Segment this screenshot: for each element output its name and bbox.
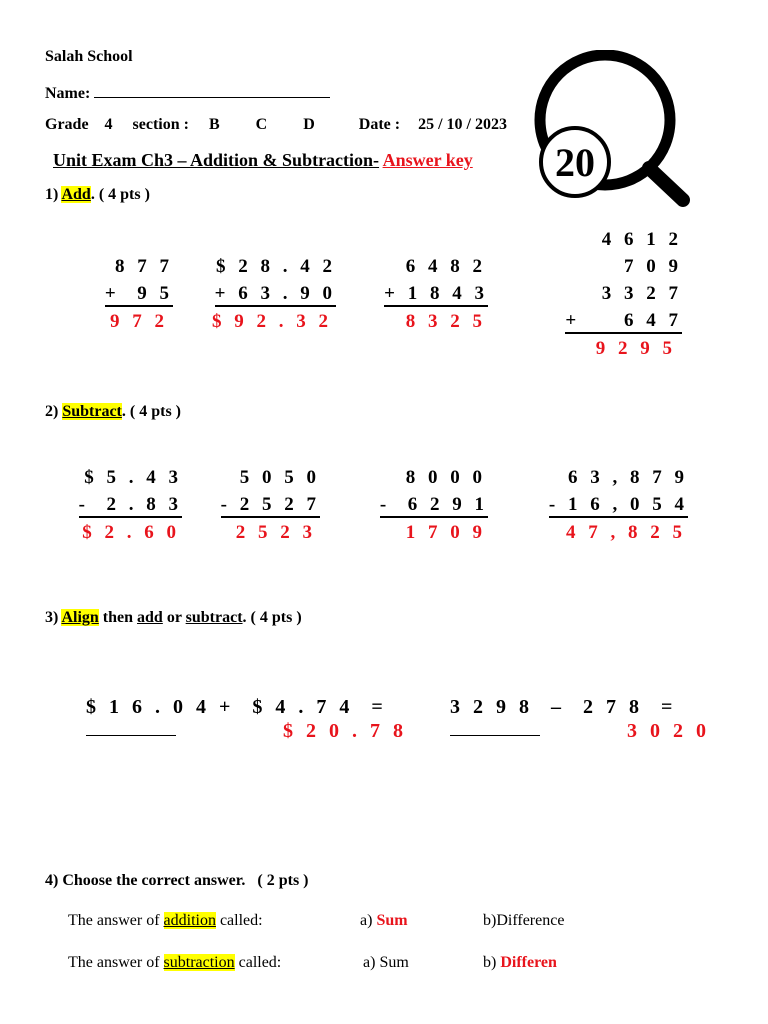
q4-row1-pre: The answer of bbox=[68, 912, 160, 929]
q4-row2-pre: The answer of bbox=[68, 954, 160, 971]
q1-number: 1) bbox=[45, 186, 59, 203]
q2-p3-top: 8 0 0 0 bbox=[405, 467, 486, 488]
q1-p2-bottom: + 6 3 . 9 0 bbox=[215, 283, 336, 307]
q3-add: add bbox=[137, 609, 163, 626]
q2-p1-bottom: - 2 . 8 3 bbox=[79, 494, 182, 518]
q4-row1-question bbox=[68, 912, 263, 930]
grade-label: Grade bbox=[45, 116, 89, 133]
q4-row2-a-label: a) bbox=[363, 954, 376, 971]
q1-p4-answer: 9 2 9 5 bbox=[595, 338, 676, 359]
q1-p2-answer: $ 9 2 . 3 2 bbox=[212, 311, 332, 332]
q4-heading bbox=[45, 872, 309, 890]
score-value: 20 bbox=[555, 140, 595, 185]
magnifier-score-icon bbox=[525, 50, 695, 210]
grade-row bbox=[45, 116, 507, 134]
q4-row2-b-text: Differen bbox=[500, 954, 557, 971]
date-label: Date : bbox=[358, 116, 401, 133]
school-name: Salah School bbox=[45, 48, 133, 65]
date-value: 25 / 10 / 2023 bbox=[418, 116, 507, 133]
q1-p4-line2: 7 0 9 bbox=[624, 256, 682, 277]
section-c: C bbox=[255, 116, 268, 133]
q4-row1-word: addition bbox=[163, 912, 216, 929]
q1-p1-bottom: + 9 5 bbox=[105, 283, 173, 307]
q3-keyword: Align bbox=[61, 609, 99, 626]
name-blank bbox=[94, 83, 330, 98]
q3-eq1-blank bbox=[86, 721, 176, 736]
name-label: Name: bbox=[45, 85, 91, 102]
q4-row2-a-text: Sum bbox=[379, 954, 409, 971]
q4-number: 4) bbox=[45, 872, 59, 889]
q1-p1-top: 8 7 7 bbox=[115, 256, 173, 277]
q3-answer-2: 3 0 2 0 bbox=[627, 720, 710, 742]
q4-row2-question bbox=[68, 954, 281, 972]
q3-then: then bbox=[102, 609, 134, 626]
q1-points: . ( 4 pts ) bbox=[90, 186, 150, 203]
q3-points: . ( 4 pts ) bbox=[242, 609, 302, 626]
q2-p2-bottom: - 2 5 2 7 bbox=[221, 494, 320, 518]
section-b: B bbox=[208, 116, 220, 133]
q4-title: Choose the correct answer. ( 2 pts ) bbox=[62, 872, 309, 889]
exam-title bbox=[53, 150, 473, 171]
q1-p3-top: 6 4 8 2 bbox=[405, 256, 486, 277]
q2-p1-answer: $ 2 . 6 0 bbox=[82, 522, 180, 543]
q4-row1-post: called: bbox=[219, 912, 263, 929]
q4-row1-option-b[interactable] bbox=[483, 912, 564, 930]
q3-heading bbox=[45, 609, 302, 627]
q4-row1-option-a[interactable] bbox=[360, 912, 408, 930]
q1-p1-answer: 9 7 2 bbox=[110, 311, 168, 332]
q1-keyword: Add bbox=[61, 186, 91, 203]
q1-p4-line1: 4 6 1 2 bbox=[601, 229, 682, 250]
q4-row2-option-b[interactable] bbox=[483, 954, 557, 972]
q2-p3-bottom: - 6 2 9 1 bbox=[380, 494, 488, 518]
grade-value: 4 bbox=[104, 116, 113, 133]
q2-p4-answer: 4 7 , 8 2 5 bbox=[566, 522, 686, 543]
q2-p4-top: 6 3 , 8 7 9 bbox=[568, 467, 688, 488]
q2-p2-top: 5 0 5 0 bbox=[239, 467, 320, 488]
q2-p2-answer: 2 5 2 3 bbox=[235, 522, 316, 543]
q1-p3-bottom: + 1 8 4 3 bbox=[384, 283, 488, 307]
q4-row1-b-text: Difference bbox=[496, 912, 565, 929]
section-d: D bbox=[303, 116, 315, 133]
q3-answer-1: $ 2 0 . 7 8 bbox=[283, 720, 407, 742]
q4-row2-option-a[interactable] bbox=[363, 954, 409, 972]
q4-row2-b-label: b) bbox=[483, 954, 497, 971]
answer-key-label: Answer key bbox=[382, 150, 473, 170]
q3-eq1-text: $ 1 6 . 0 4 + $ 4 . 7 4 = bbox=[86, 696, 387, 718]
q3-subtract: subtract bbox=[185, 609, 243, 626]
q1-p3-answer: 8 3 2 5 bbox=[405, 311, 486, 332]
q2-p1-top: $ 5 . 4 3 bbox=[84, 467, 182, 488]
q4-row2-word: subtraction bbox=[163, 954, 235, 971]
q3-or: or bbox=[166, 609, 182, 626]
q2-p3-answer: 1 7 0 9 bbox=[405, 522, 486, 543]
q4-row2-post: called: bbox=[238, 954, 282, 971]
q4-row1-a-label: a) bbox=[360, 912, 373, 929]
q4-row1-a-text: Sum bbox=[376, 912, 408, 929]
section-label: section : bbox=[132, 116, 189, 133]
q3-eq2-blank bbox=[450, 721, 540, 736]
q2-p4-bottom: - 1 6 , 0 5 4 bbox=[549, 494, 688, 518]
q3-number: 3) bbox=[45, 609, 59, 626]
exam-title-text: Unit Exam Ch3 – Addition & Subtraction- bbox=[53, 150, 380, 170]
q1-heading bbox=[45, 186, 150, 204]
q2-heading bbox=[45, 403, 181, 421]
q4-row1-b-label: b) bbox=[483, 912, 497, 929]
q1-p4-bottom: + 6 4 7 bbox=[565, 310, 682, 334]
q1-p2-top: $ 2 8 . 4 2 bbox=[216, 256, 336, 277]
q1-p4-line3: 3 3 2 7 bbox=[601, 283, 682, 304]
q2-points: . ( 4 pts ) bbox=[121, 403, 181, 420]
q3-eq2-text: 3 2 9 8 – 2 7 8 = bbox=[450, 696, 677, 718]
name-row bbox=[45, 83, 330, 103]
q2-number: 2) bbox=[45, 403, 59, 420]
q2-keyword: Subtract bbox=[62, 403, 122, 420]
